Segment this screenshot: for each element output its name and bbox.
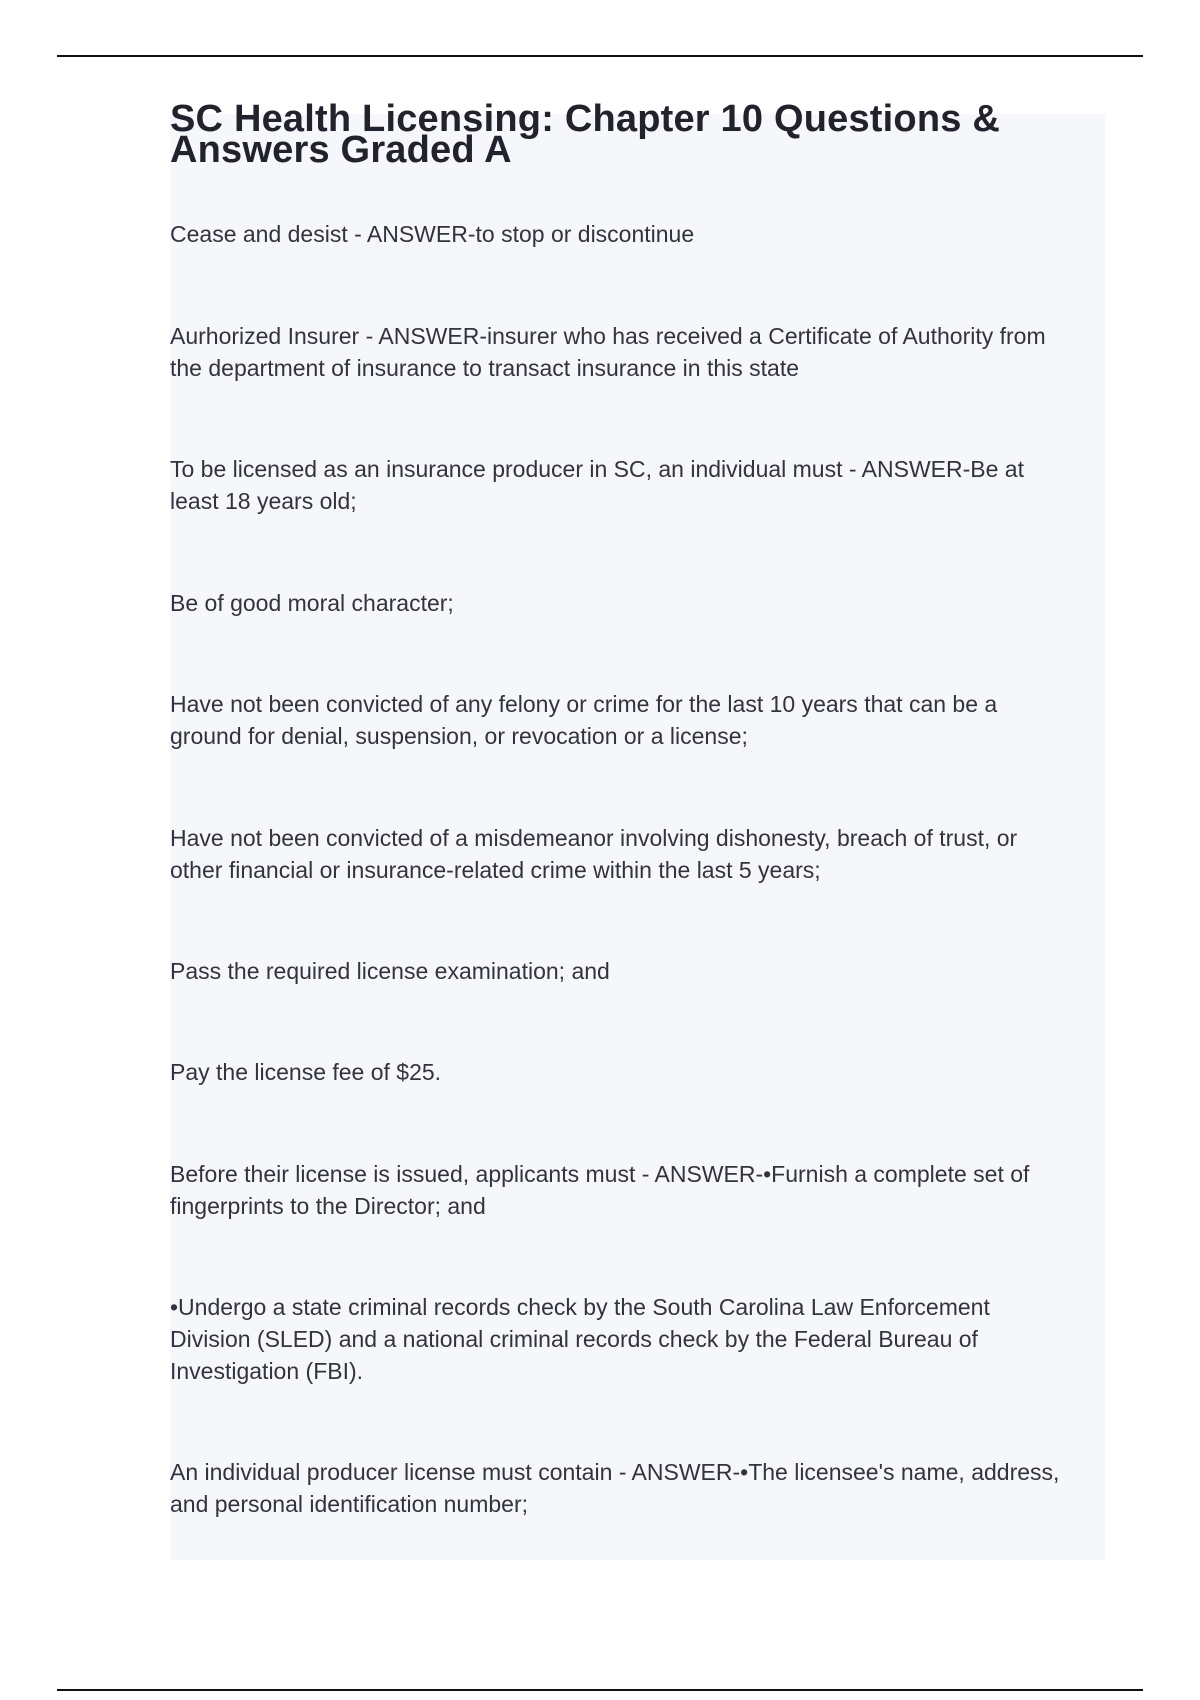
text-good-moral-character: Be of good moral character;	[170, 590, 454, 616]
text-felony-requirement: Have not been convicted of any felony or crime for the last 10 years that can be a ground for denial, suspension, or revocation or a license;	[170, 691, 998, 749]
title-line-2: Answers Graded A	[170, 129, 512, 171]
text-misdemeanor-requirement: Have not been convicted of a misdemeanor involving dishonesty, breach of trust, or other financial or insurance-related crime within the last 5 years;	[170, 825, 1018, 883]
text-license-fee: Pay the license fee of $25.	[170, 1059, 442, 1085]
qa-entry-authorized-insurer: Aurhorized Insurer - ANSWER-insurer who has received a Certificate of Authority from the department of insurance to transact insurance in this state	[170, 323, 1046, 381]
title-line-1: SC Health Licensing: Chapter 10 Questions &	[170, 98, 1000, 140]
qa-entry-cease-and-desist: Cease and desist - ANSWER-to stop or discontinue	[170, 221, 695, 247]
document-body	[170, 98, 1105, 1520]
document-title	[170, 98, 1105, 171]
qa-entry-before-license-issued: Before their license is issued, applicants must - ANSWER-•Furnish a complete set of fingerprints to the Director; and	[170, 1161, 1030, 1219]
qa-entry-producer-license-contents: An individual producer license must contain - ANSWER-•The licensee's name, address, and personal identification number;	[170, 1459, 1060, 1517]
qa-entry-producer-requirements: To be licensed as an insurance producer in SC, an individual must - ANSWER-Be at least 18 years old;	[170, 456, 1024, 514]
text-pass-examination: Pass the required license examination; and	[170, 958, 610, 984]
top-rule	[57, 55, 1143, 57]
text-criminal-records-check: •Undergo a state criminal records check by the South Carolina Law Enforcement Division (SLED) and a national criminal records check by the Federal Bureau of Investigation (FBI).	[170, 1294, 990, 1384]
bottom-rule	[57, 1689, 1143, 1691]
